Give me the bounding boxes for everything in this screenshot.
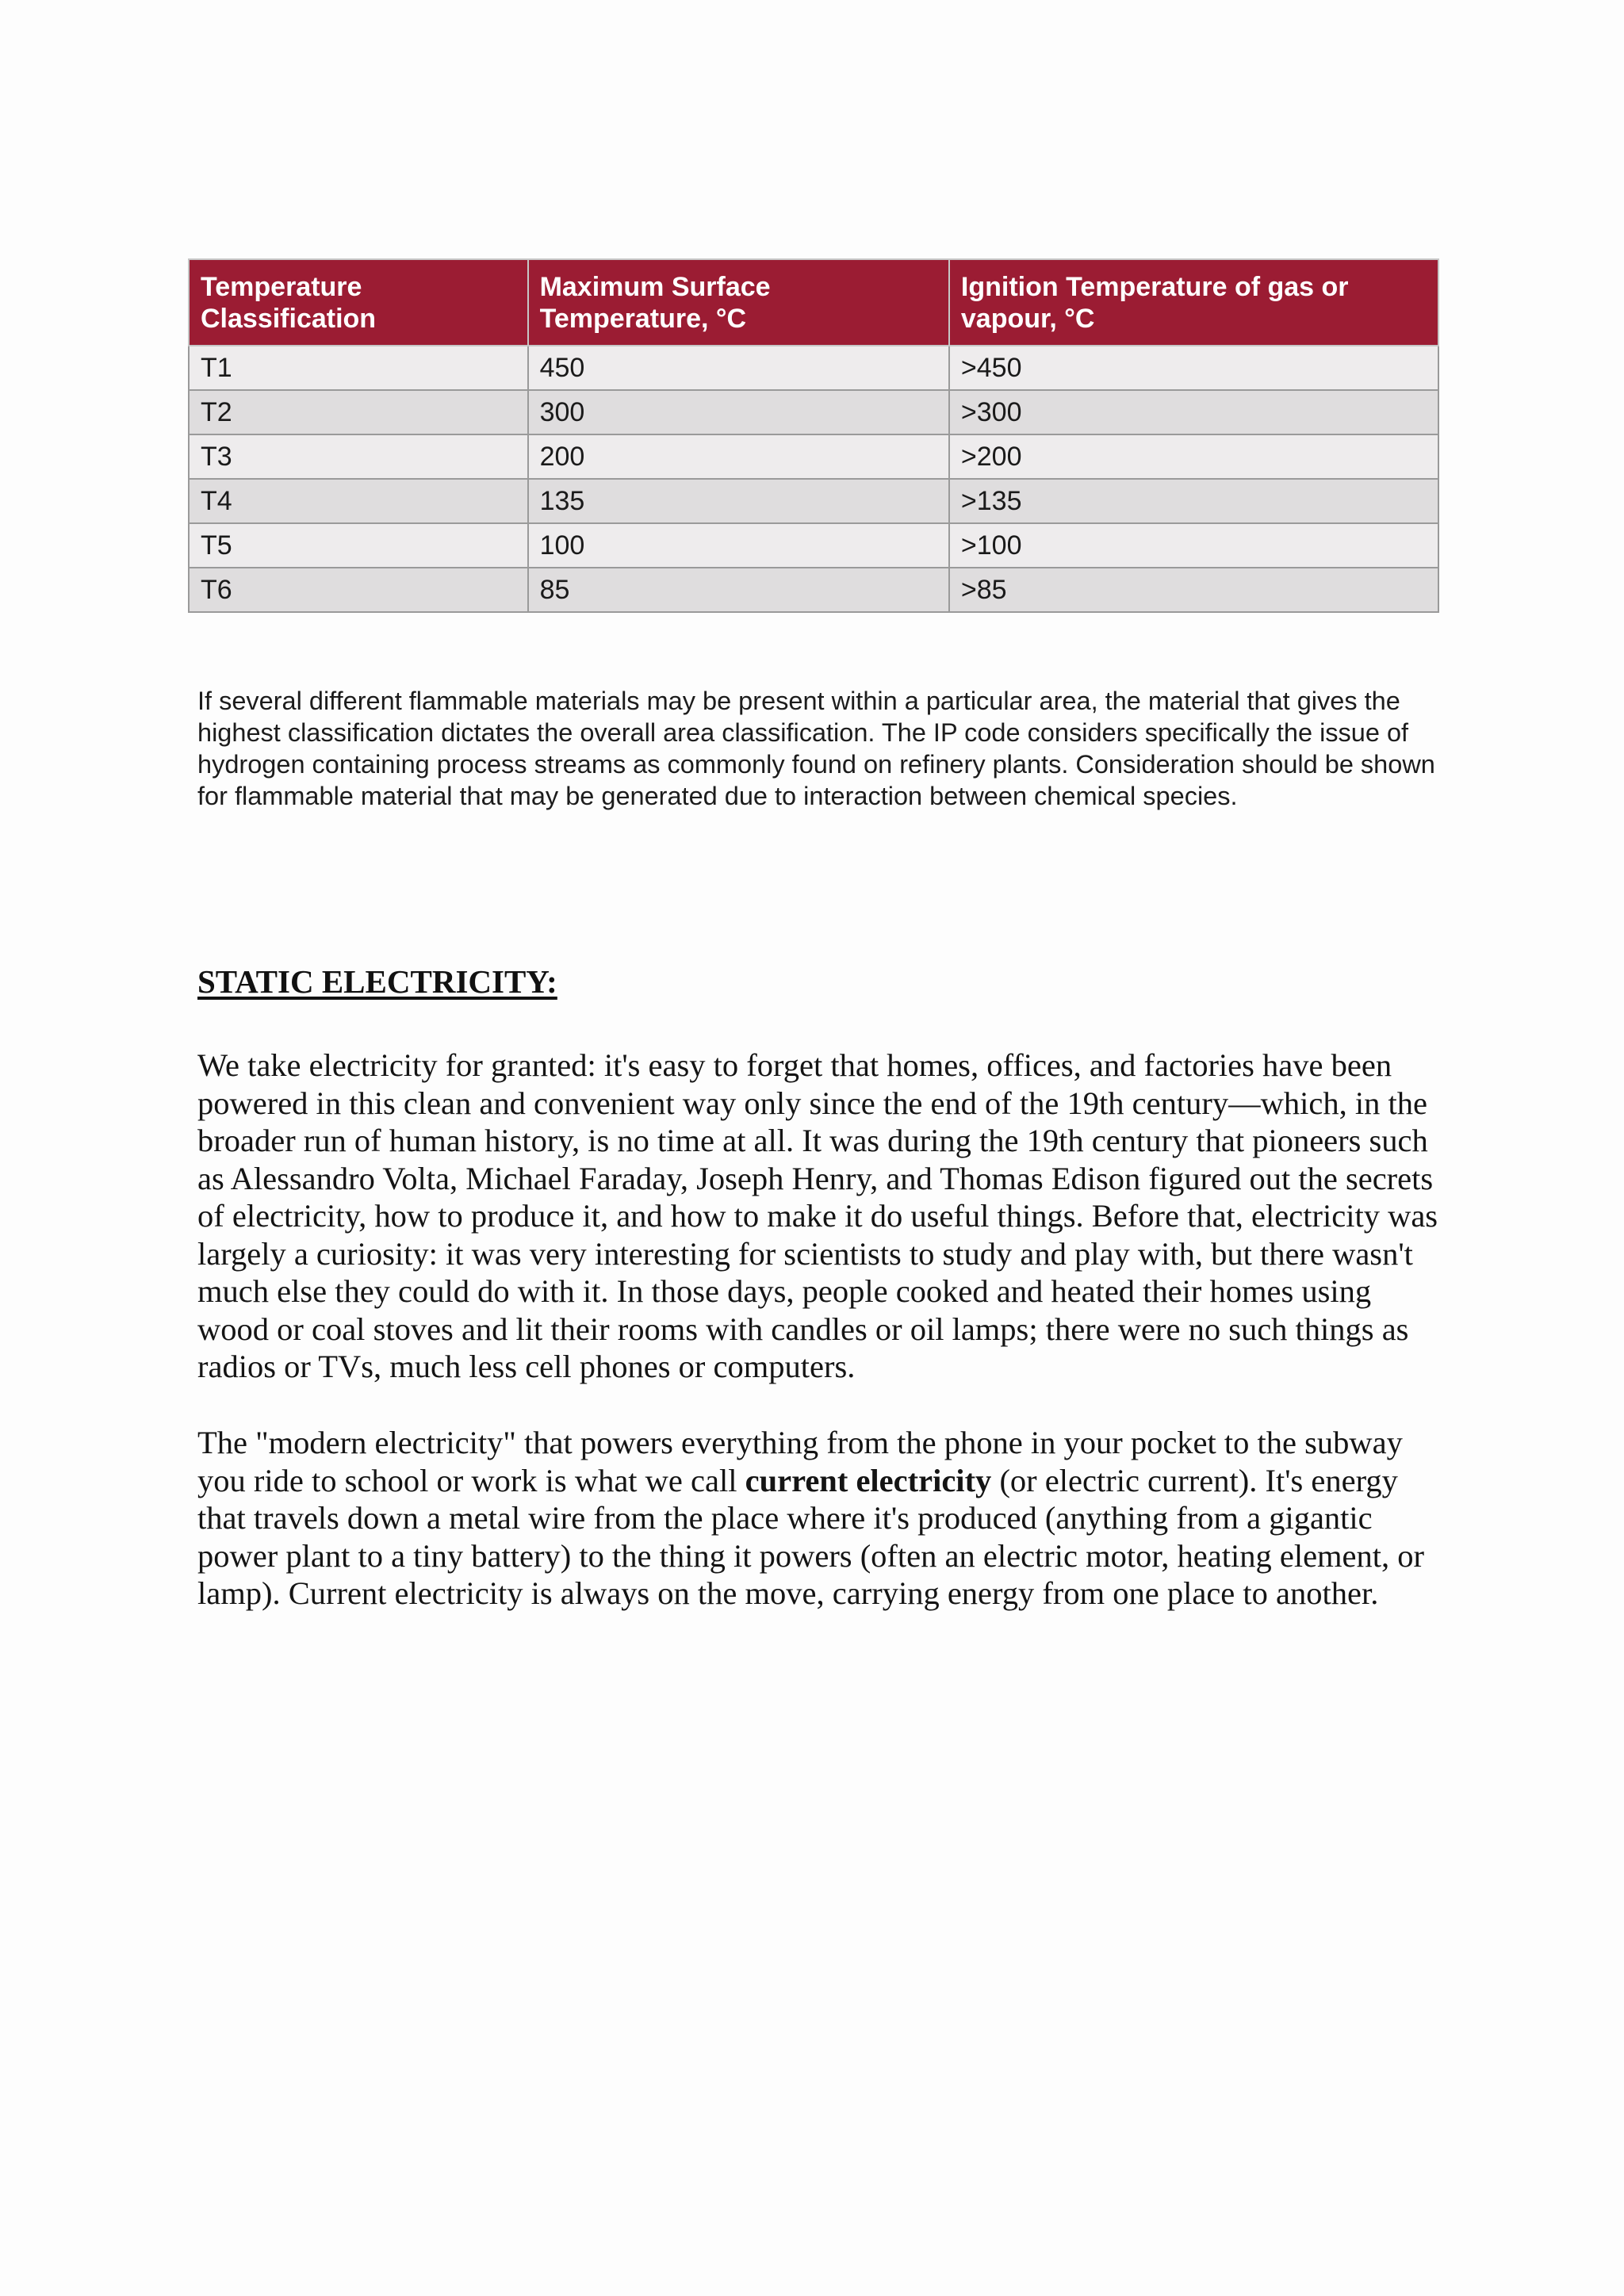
class-cell: T4 xyxy=(189,479,528,523)
ignition-temp-cell: >135 xyxy=(949,479,1438,523)
ignition-temp-cell: >450 xyxy=(949,346,1438,390)
max-surface-temp-cell: 100 xyxy=(528,523,949,568)
paragraph-2-text-start: The "modern electricity" that powers everything from the phone in your pocket to the subway you ride to school or work is what we call xyxy=(197,1425,1403,1498)
max-surface-temp-cell: 300 xyxy=(528,390,949,434)
table-row xyxy=(189,479,1438,523)
area-classification-note: If several different flammable materials may be present within a particular area, the material that gives the highest classification dictates the overall area classification. The IP code considers specifically the issue of hydrogen containing process streams as commonly found on refinery plants. Consideration should be shown for flammable material that may be generated due to interaction between chemical species. xyxy=(197,687,1435,810)
max-surface-temp-cell: 135 xyxy=(528,479,949,523)
ignition-temp-cell: >300 xyxy=(949,390,1438,434)
table-row xyxy=(189,523,1438,568)
current-electricity-term: current electricity xyxy=(745,1462,992,1498)
temperature-classification-table xyxy=(188,258,1439,613)
body-paragraph-1: We take electricity for granted: it's easy to forget that homes, offices, and factories have been powered in this clean and convenient way only since the end of the 19th century—which, in the broader run of human history, is no time at all. It was during the 19th century that pioneers such as Alessandro Volta, Michael Faraday, Joseph Henry, and Thomas Edison figured out the secrets of electricity, how to produce it, and how to make it do useful things. Before that, electricity was largely a curiosity: it was very interesting for scientists to study and play with, but there wasn't much else they could do with it. In those days, people cooked and heated their homes using wood or coal stoves and lit their rooms with candles or oil lamps; there were no such things as radios or TVs, much less cell phones or computers. xyxy=(197,1047,1438,1384)
body-paragraph-2 xyxy=(197,1424,1450,1613)
class-cell: T2 xyxy=(189,390,528,434)
header-temperature-classification: Temperature Classification xyxy=(189,259,528,346)
table-header-row xyxy=(189,259,1438,346)
class-cell: T1 xyxy=(189,346,528,390)
table-row xyxy=(189,568,1438,612)
header-ignition-temperature: Ignition Temperature of gas or vapour, °C xyxy=(949,259,1438,346)
max-surface-temp-cell: 450 xyxy=(528,346,949,390)
max-surface-temp-cell: 200 xyxy=(528,434,949,479)
table-row xyxy=(189,346,1438,390)
table-row xyxy=(189,390,1438,434)
class-cell: T6 xyxy=(189,568,528,612)
max-surface-temp-cell: 85 xyxy=(528,568,949,612)
header-max-surface-temperature: Maximum Surface Temperature, °C xyxy=(528,259,949,346)
class-cell: T3 xyxy=(189,434,528,479)
paragraph-2-text-end: (or electric current). It's energy that travels down a metal wire from the place where it's produced (anything from a gigantic power plant to a tiny battery) to the thing it powers (often an electric motor, heating element, or lamp). Current electricity is always on the move, carrying energy from one place to another. xyxy=(197,1462,1425,1611)
section-heading: STATIC ELECTRICITY: xyxy=(197,963,557,1000)
ignition-temp-cell: >200 xyxy=(949,434,1438,479)
ignition-temp-cell: >85 xyxy=(949,568,1438,612)
class-cell: T5 xyxy=(189,523,528,568)
table-row xyxy=(189,434,1438,479)
ignition-temp-cell: >100 xyxy=(949,523,1438,568)
